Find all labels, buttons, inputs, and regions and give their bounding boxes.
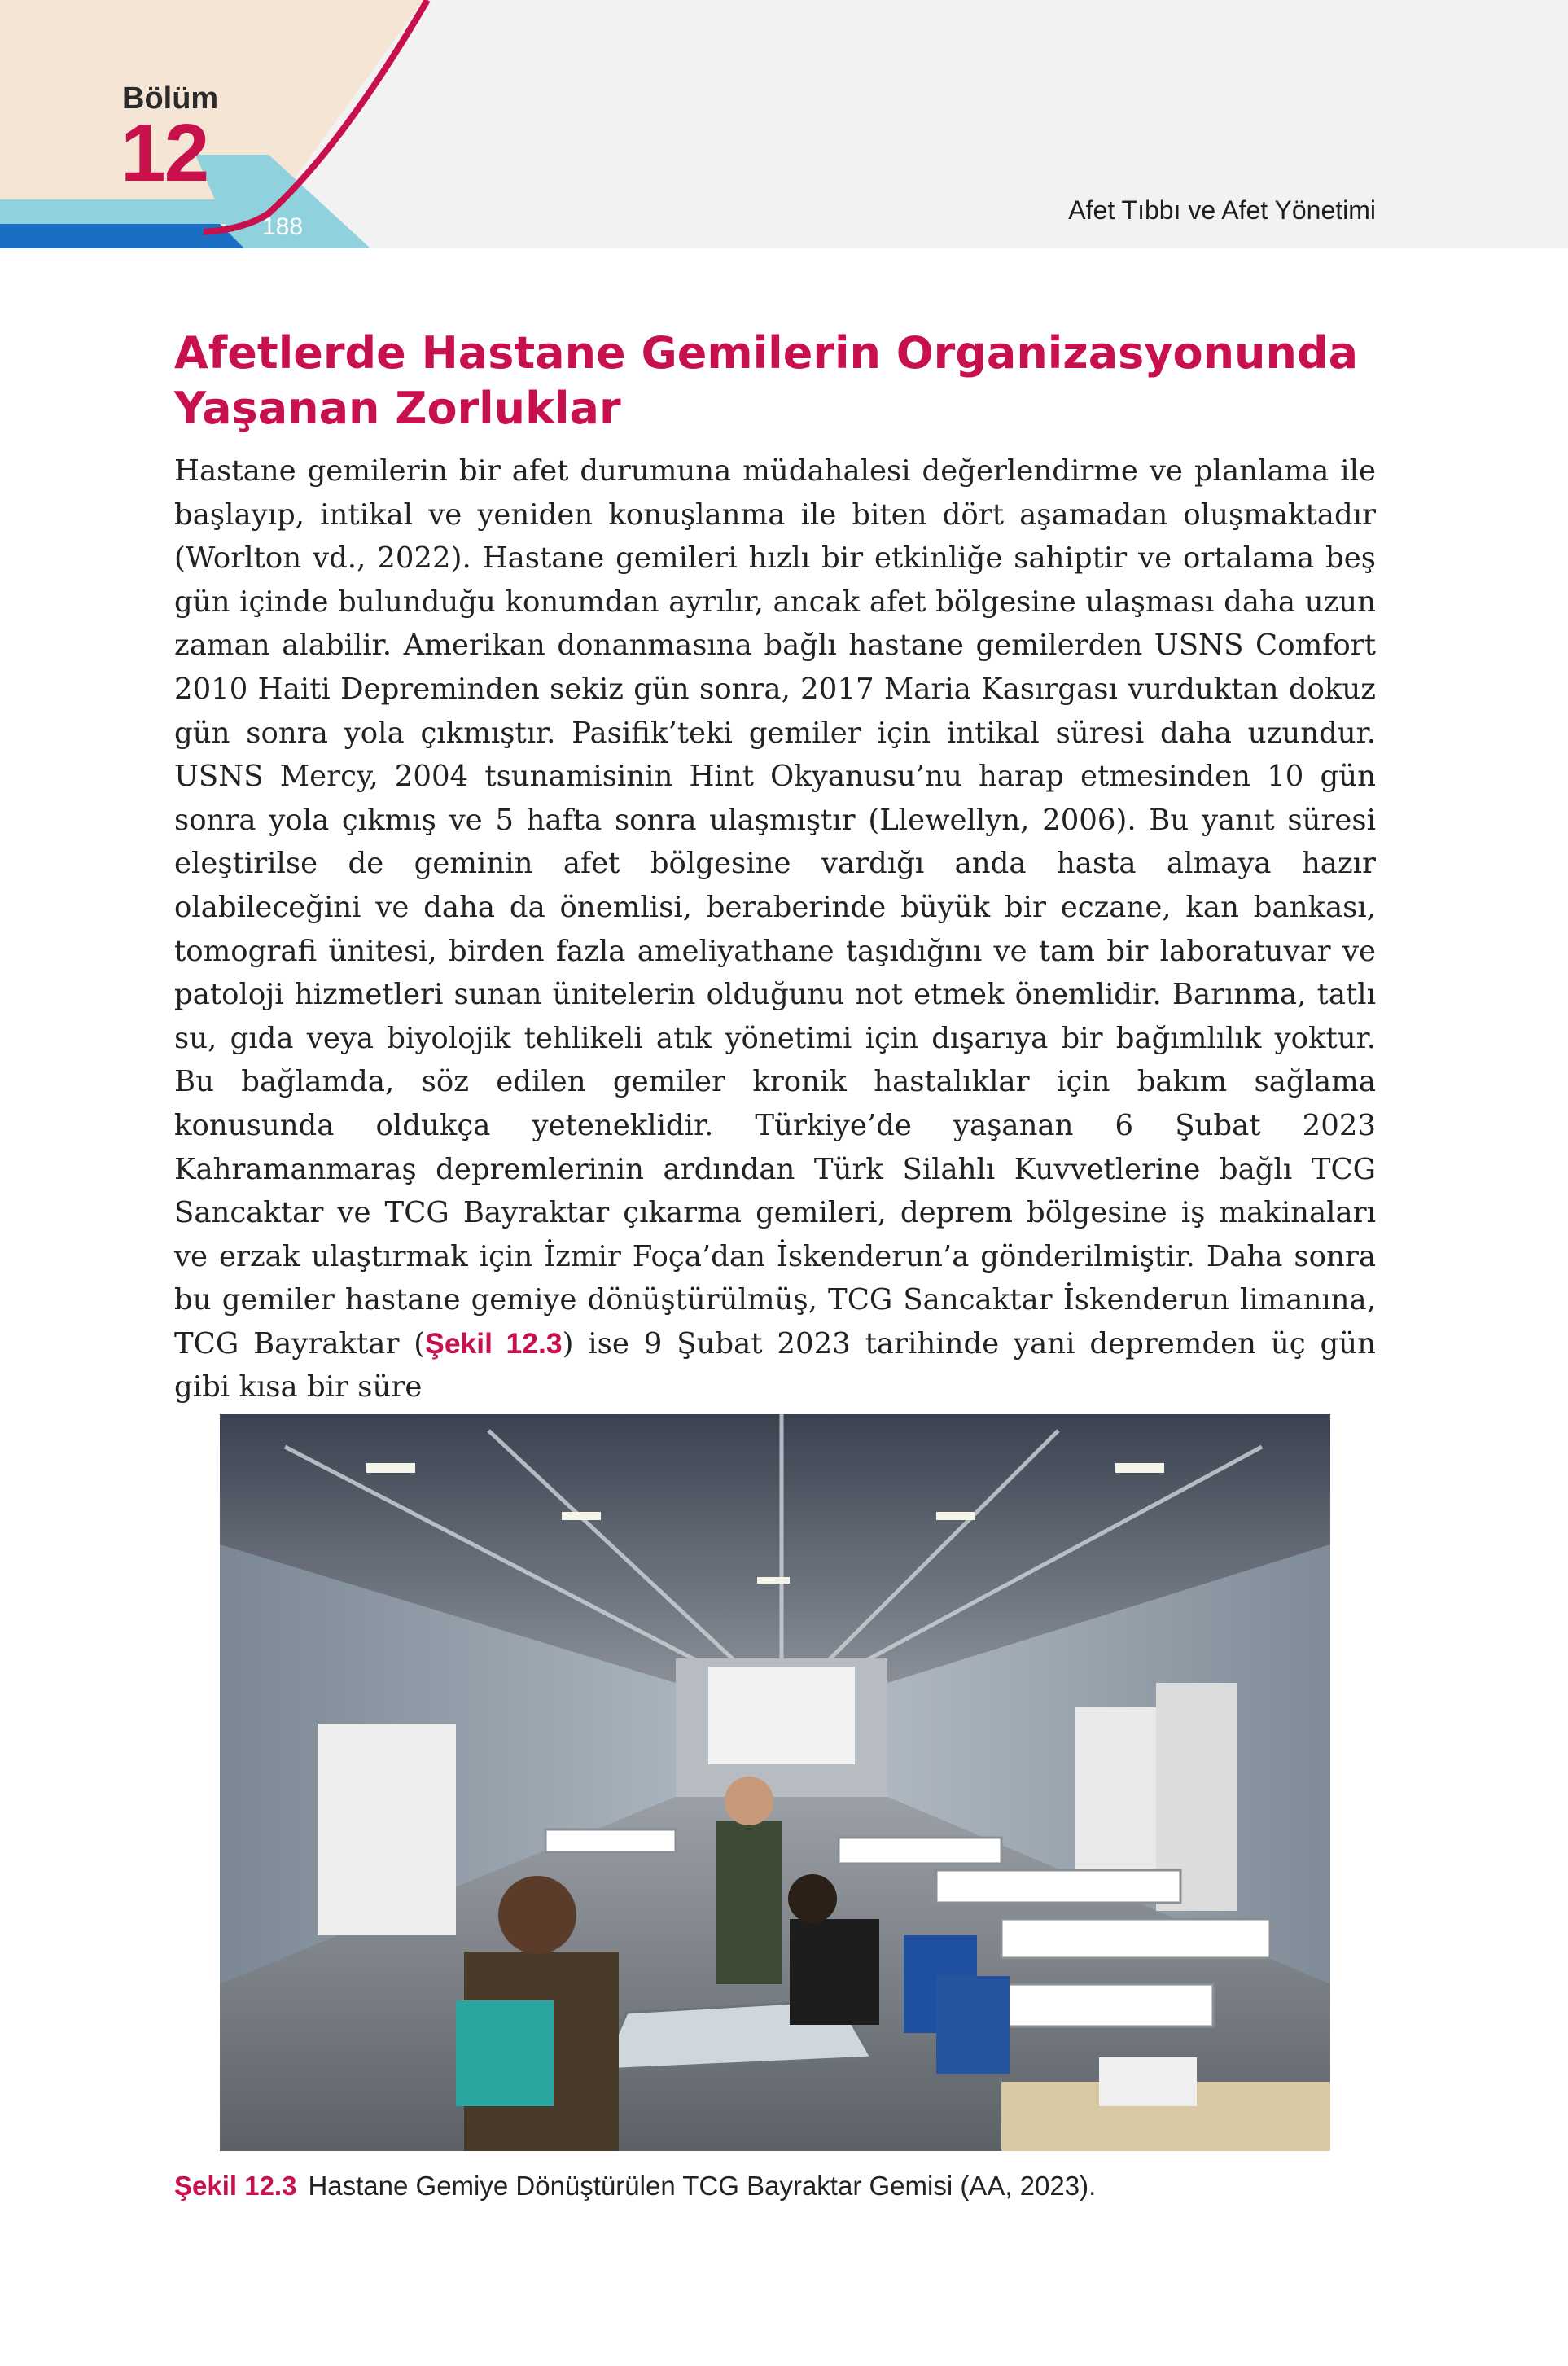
figure-reference-link[interactable]: Şekil 12.3 [425,1326,563,1360]
body-text-main: Hastane gemilerin bir afet durumuna müdahalesi değerlendirme ve planlama ile başlayıp, intikal ve yeniden konuşlanma ile biten dört aşamadan oluşmaktadır (Worlton vd., 2022). Hastane gemileri hızlı bir etkinliğe sahiptir ve ortalama beş gün içinde bulunduğu konumdan ayrılır, ancak afet bölgesine ulaşması daha uzun zaman alabilir. Amerikan donanmasına bağlı hastane gemilerden USNS Comfort 2010 Haiti Depreminden sekiz gün sonra, 2017 Maria Kasırgası vurduktan dokuz gün sonra yola çıkmıştır. Pasifik’teki gemiler için intikal süresi daha uzundur. USNS Mercy, 2004 tsunamisinin Hint Okyanusu’nu harap etmesinden 10 gün sonra yola çıkmış ve 5 hafta sonra ulaşmıştır (Llewellyn, 2006). Bu yanıt süresi eleştirilse de geminin afet bölgesine vardığı anda hasta almaya hazır olabileceğini ve daha da önemlisi, beraberinde büyük bir eczane, kan bankası, tomografi ünitesi, birden fazla ameliyathane taşıdığını ve tam bir laboratuvar ve patoloji hizmetleri sunan ünitelerin olduğunu not etmek önemlidir. Barınma, tatlı su, gıda veya biyolojik tehlikeli atık yönetimi için dışarıya bir bağımlılık yoktur. Bu bağlamda, söz edilen gemiler kronik hastalıklar için bakım sağlama konusunda oldukça yeteneklidir. Türkiye’de yaşanan 6 Şubat 2023 Kahramanmaraş depremlerinin ardından Türk Silahlı Kuvvetlerine bağlı TCG Sancaktar ve TCG Bayraktar çıkarma gemileri, deprem bölgesine iş makinaları ve erzak ulaştırmak için İzmir Foça’dan İskenderun’a gönderilmiştir. Daha sonra bu gemiler hastane gemiye dönüştürülmüş, TCG Sancaktar İskenderun limanına, TCG Bayraktar ( [174,454,1376,1360]
chapter-corner-decoration [0,0,456,248]
section-title: Afetlerde Hastane Gemilerin Organizasyonunda Yaşanan Zorluklar [174,327,1359,434]
body-text-tail: ) ise 9 Şubat 2023 tarihinde yani depremden üç gün gibi kısa bir süre [174,1326,1376,1404]
chapter-label: Bölüm [122,81,219,116]
body-paragraph [174,449,1376,1409]
chapter-number: 12 [120,107,208,199]
figure-caption-text: Hastane Gemiye Dönüştürülen TCG Bayraktar Gemisi (AA, 2023). [308,2171,1097,2201]
running-title: Afet Tıbbı ve Afet Yönetimi [1068,195,1376,225]
hospital-ship-photo [220,1414,1330,2151]
figure-caption [174,2171,1395,2202]
figure-caption-label: Şekil 12.3 [174,2171,297,2201]
page-number: 188 [262,213,304,240]
